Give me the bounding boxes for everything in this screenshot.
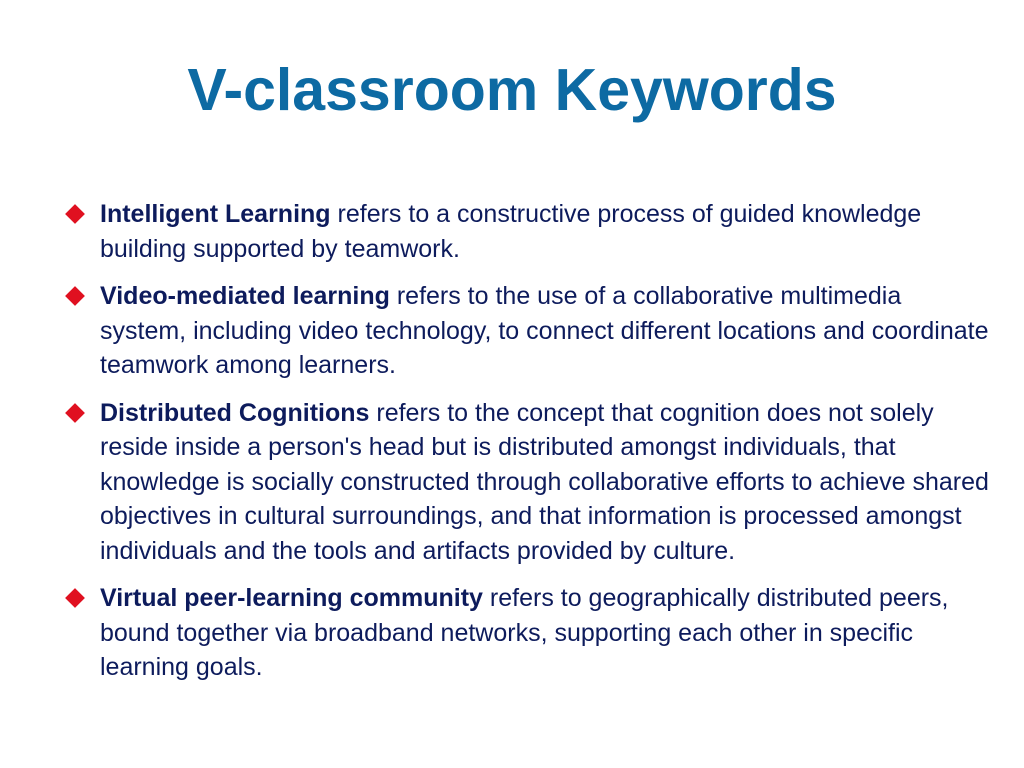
slide-title: V-classroom Keywords (187, 57, 837, 123)
keyword-definition: refers to the use of a collaborative multimedia system, including video technology, to connect different locations and coordinate teamwork among learners. (100, 282, 989, 379)
keyword-item-virtual-peer-learning-community (62, 581, 992, 685)
keyword-definition: refers to a constructive process of guided knowledge building supported by teamwork. (100, 200, 922, 263)
diamond-bullet-icon (65, 286, 85, 306)
keyword-item-intelligent-learning (62, 197, 992, 266)
diamond-bullet-icon (65, 204, 85, 224)
keyword-item-video-mediated-learning (62, 279, 992, 383)
keyword-term: Intelligent Learning (100, 200, 331, 228)
diamond-bullet-icon (65, 588, 85, 608)
keyword-definition: refers to the concept that cognition does not solely reside inside a person's head but is distributed amongst individuals, that knowledge is socially constructed through collaborative efforts to achieve shared objectives in cultural surroundings, and that information is processed amongst individuals and the tools and artifacts provided by culture. (100, 398, 989, 565)
keyword-list (62, 197, 992, 698)
keyword-term: Video-mediated learning (100, 282, 390, 310)
keyword-term: Virtual peer-learning community (100, 584, 483, 612)
diamond-bullet-icon (65, 403, 85, 423)
keyword-term: Distributed Cognitions (100, 398, 370, 427)
keyword-item-distributed-cognitions (62, 396, 992, 569)
keyword-definition: refers to geographically distributed peers, bound together via broadband networks, supporting each other in specific learning goals. (100, 584, 949, 681)
